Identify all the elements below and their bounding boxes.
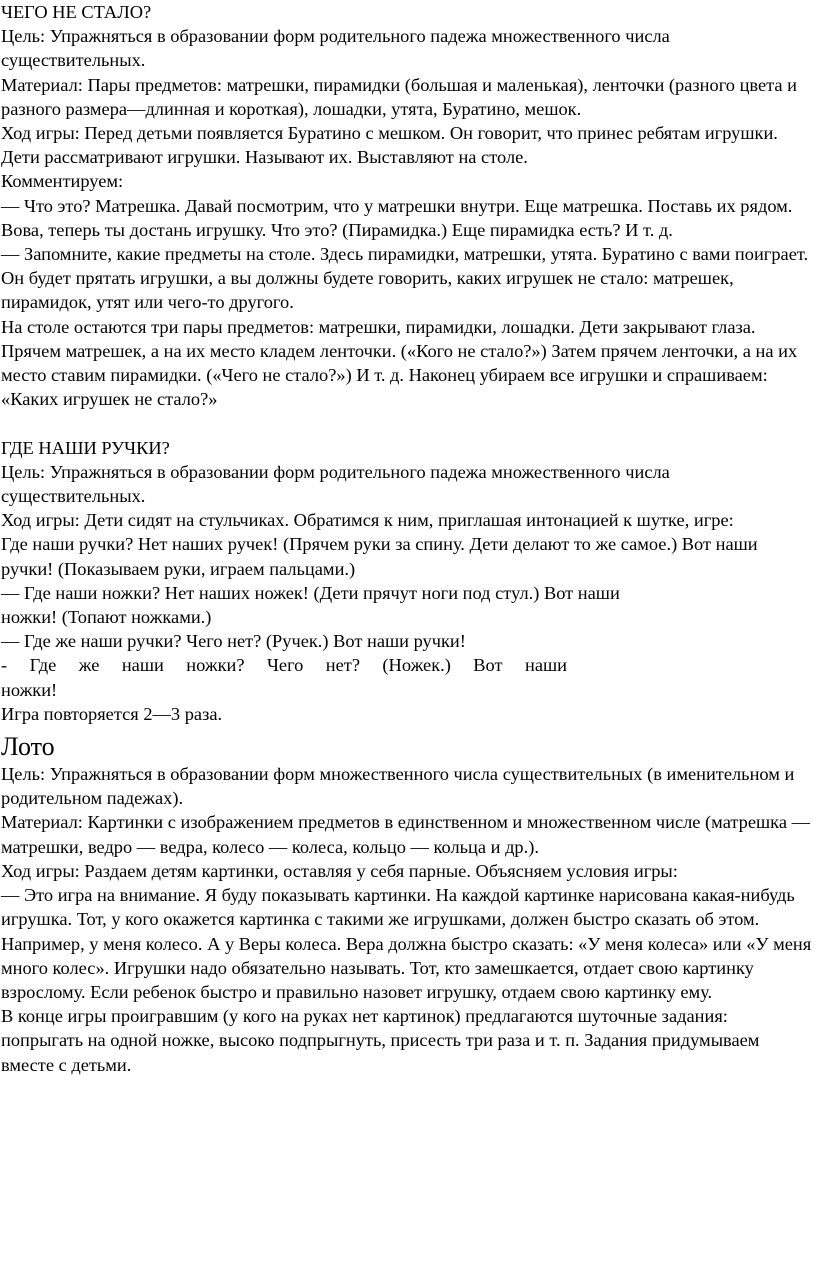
blank-line	[1, 411, 812, 435]
material-paragraph: Материал: Картинки с изображением предметов в единственном и множественном числе (матрешка — матрешки, ведро — ведра, колесо — колеса, кольцо — кольца и др.).	[1, 812, 810, 857]
body-paragraph: Где наши ручки? Нет наших ручек! (Прячем руки за спину. Дети делают то же самое.) Вот наши ручки! (Показываем руки, играем пальцами.)	[1, 534, 758, 579]
dialog-line: ножки!	[1, 679, 58, 700]
section-title: ГДЕ НАШИ РУЧКИ?	[1, 437, 170, 458]
goal-paragraph: Цель: Упражняться в образовании форм множественного числа существительных (в именительном и родительном падежах).	[1, 764, 795, 809]
comment-label: Комментируем:	[1, 171, 124, 192]
section-gde-nashi-ruchki	[1, 436, 812, 726]
body-paragraph: В конце игры проигравшим (у кого на руках нет картинок) предлагаются шуточные задания: попрыгать на одной ножке, высоко подпрыгнуть, присесть три раза и т. п. Задания придумываем вместе с детьми.	[1, 1006, 760, 1075]
material-paragraph: Материал: Пары предметов: матрешки, пирамидки (большая и маленькая), ленточки (разного цвета и разного размера—длинная и короткая), лошадки, утята, Буратино, мешок.	[1, 74, 798, 119]
course-paragraph: Ход игры: Перед детьми появляется Буратино с мешком. Он говорит, что принес ребятам игрушки. Дети рассматривают игрушки. Называют их. Выставляют на столе.	[1, 123, 778, 168]
section-loto	[1, 732, 812, 1077]
dialog-line: - Где же наши ножки? Чего нет? (Ножек.) Вот наши	[1, 655, 567, 676]
section-title: Лото	[1, 732, 55, 762]
repeat-note: Игра повторяется 2—3 раза.	[1, 703, 223, 724]
dialog-paragraph: — Что это? Матрешка. Давай посмотрим, что у матрешки внутри. Еще матрешка. Поставь их рядом. Вова, теперь ты достань игрушку. Что это? (Пирамидка.) Еще пирамидка есть? И т. д.	[1, 195, 793, 240]
dialog-line: ножки! (Топают ножками.)	[1, 607, 212, 628]
dialog-paragraph: — Это игра на внимание. Я буду показывать картинки. На каждой картинке нарисована какая-нибудь игрушка. Тот, у кого окажется картинка с такими же игрушками, должен быстро сказать об этом. Например, у меня колесо. А у Веры колеса. Вера должна быстро сказать: «У меня колеса» или «У меня много колес». Игрушки надо обязательно называть. Тот, кто замешкается, отдает свою картинку взрослому. Если ребенок быстро и правильно назовет игрушку, отдаем свою картинку ему.	[1, 885, 812, 1002]
goal-paragraph: Цель: Упражняться в образовании форм родительного падежа множественного числа существительных.	[1, 461, 670, 507]
section-chego-ne-stalo	[1, 0, 812, 411]
goal-paragraph: Цель: Упражняться в образовании форм родительного падежа множественного числа существительных.	[1, 26, 670, 71]
dialog-paragraph: — Запомните, какие предметы на столе. Здесь пирамидки, матрешки, утята. Буратино с вами поиграет. Он будет прятать игрушки, а вы должны будете говорить, каких игрушек не стало: матрешек, пирамидок, утят или чего-то другого.	[1, 244, 809, 313]
course-paragraph: Ход игры: Раздаем детям картинки, оставляя у себя парные. Объясняем условия игры:	[1, 860, 678, 881]
dialog-line: — Где наши ножки? Нет наших ножек! (Дети прячут ноги под стул.) Вот наши	[1, 582, 620, 603]
body-paragraph: На столе остаются три пары предметов: матрешки, пирамидки, лошадки. Дети закрывают глаза. Прячем матрешек, а на их место кладем ленточки. («Кого не стало?») Затем прячем ленточки, а на их место ставим пирамидки. («Чего не стало?») И т. д. Наконец убираем все игрушки и спрашиваем: «Каких игрушек не стало?»	[1, 316, 798, 410]
section-title: ЧЕГО НЕ СТАЛО?	[1, 2, 152, 22]
course-paragraph: Ход игры: Дети сидят на стульчиках. Обратимся к ним, приглашая интонацией к шутке, игре:	[1, 510, 734, 531]
dialog-line: — Где же наши ручки? Чего нет? (Ручек.) Вот наши ручки!	[1, 631, 466, 652]
